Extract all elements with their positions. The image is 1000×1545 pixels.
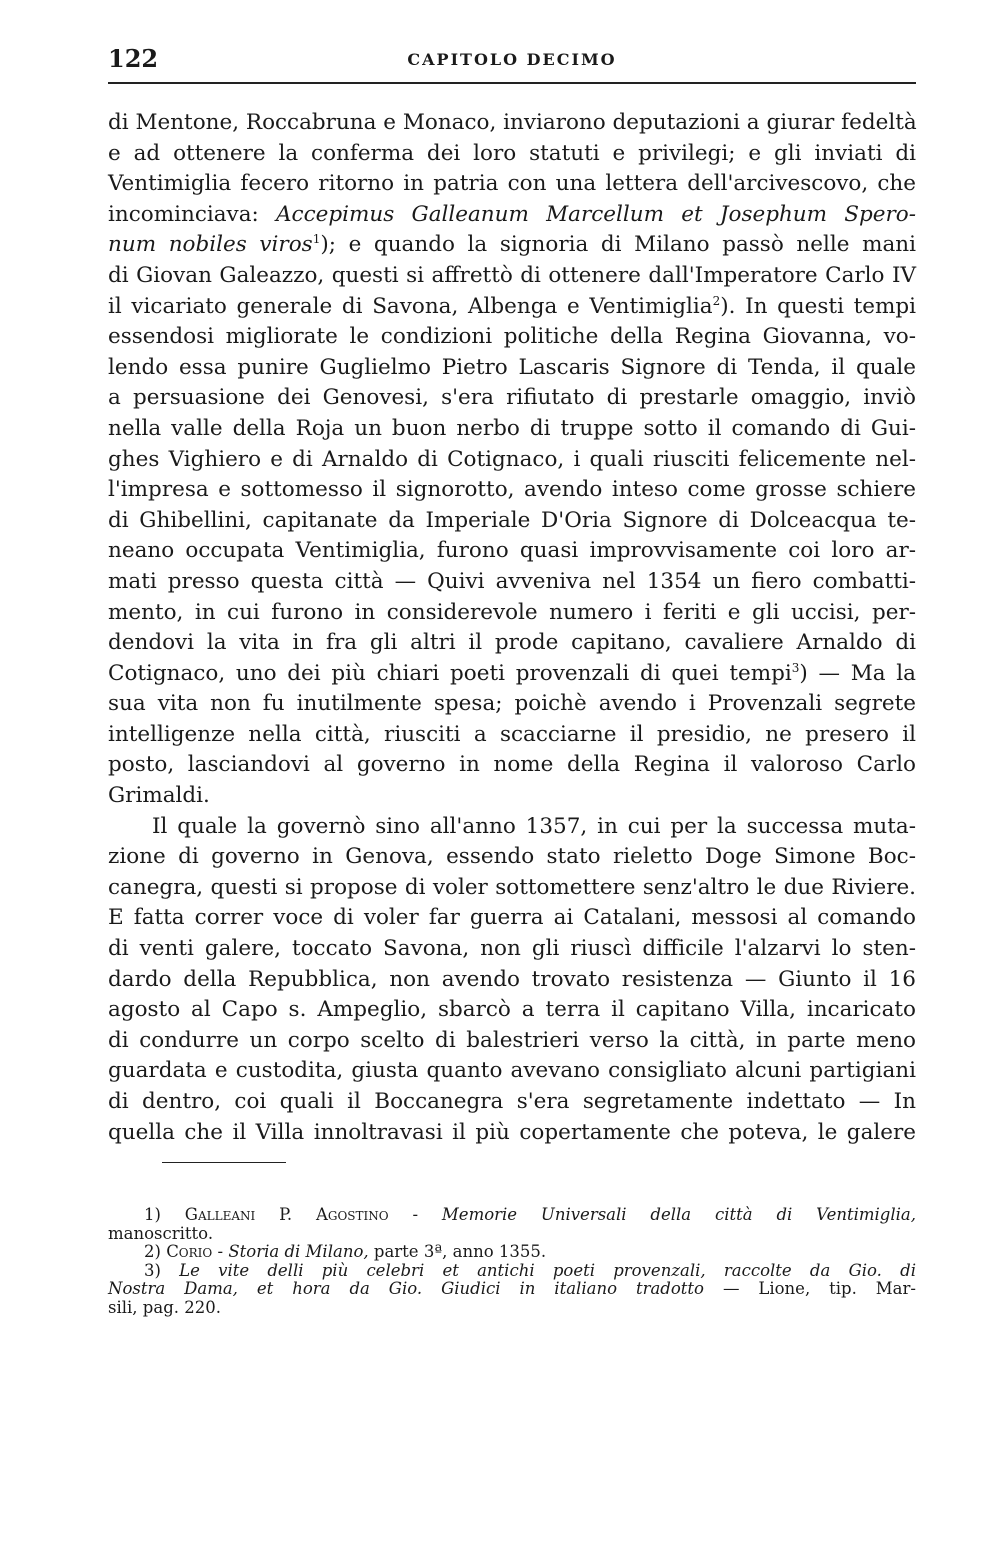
text-segment: 2) bbox=[144, 1242, 167, 1262]
text-line bbox=[108, 995, 916, 1026]
text-line bbox=[108, 475, 916, 506]
text-line bbox=[108, 965, 916, 996]
running-head: CAPITOLO DECIMO bbox=[407, 50, 617, 69]
text-line bbox=[108, 108, 916, 139]
text-line bbox=[108, 1087, 916, 1118]
text-segment: manoscritto. bbox=[108, 1223, 214, 1243]
text-segment: Corio bbox=[166, 1242, 213, 1262]
text-segment: Il quale la governò sino all'anno 1357, in cui per la successa muta- bbox=[152, 813, 916, 839]
text-line bbox=[108, 292, 916, 323]
text-line bbox=[108, 720, 916, 751]
header-rule bbox=[108, 82, 916, 84]
text-line bbox=[108, 781, 916, 812]
footnote-marker: 2 bbox=[712, 293, 721, 308]
text-line bbox=[108, 842, 916, 873]
text-segment: Galleani P. Agostino bbox=[184, 1205, 389, 1224]
text-line bbox=[108, 200, 916, 231]
text-line bbox=[108, 812, 916, 843]
text-line bbox=[108, 1056, 916, 1087]
text-segment: neano occupata Ventimiglia, furono quasi improvvisamente coi loro ar- bbox=[108, 538, 916, 564]
italic-text: Storia di Milano, bbox=[228, 1242, 369, 1262]
text-segment: di Ghibellini, capitanate da Imperiale D'Oria Signore di Dolceacqua te- bbox=[108, 507, 916, 533]
text-segment: lendo essa punire Guglielmo Pietro Lascaris Signore di Tenda, il quale bbox=[108, 354, 916, 380]
text-segment: E fatta correr voce di voler far guerra ai Catalani, messosi al comando bbox=[108, 905, 916, 931]
page-header bbox=[108, 44, 916, 78]
text-segment: Grimaldi. bbox=[108, 783, 210, 809]
text-line bbox=[108, 750, 916, 781]
main-text bbox=[108, 108, 916, 1148]
footnote-line bbox=[108, 1280, 916, 1299]
italic-text: Accepimus Galleanum Marcellum et Josephum Spero- bbox=[276, 201, 916, 227]
text-segment: di Mentone, Roccabruna e Monaco, inviarono deputazioni a giurar fedeltà bbox=[108, 110, 917, 135]
text-line bbox=[108, 873, 916, 904]
footnote-rule bbox=[162, 1162, 286, 1163]
text-segment: sili, pag. 220. bbox=[108, 1297, 221, 1317]
text-line bbox=[108, 1026, 916, 1057]
text-line bbox=[108, 353, 916, 384]
text-segment: - bbox=[388, 1205, 442, 1224]
text-segment: incominciava: bbox=[108, 201, 277, 227]
text-segment: essendosi migliorate le condizioni politiche della Regina Giovanna, vo- bbox=[108, 324, 916, 350]
footnote-line bbox=[108, 1243, 916, 1262]
text-line bbox=[108, 567, 916, 598]
text-segment: il vicariato generale di Savona, Albenga e Ventimiglia bbox=[108, 293, 713, 319]
text-segment: e ad ottenere la conferma dei loro statuti e privilegi; e gli inviati di bbox=[108, 140, 916, 166]
text-segment: ghes Vighiero e di Arnaldo di Cotignaco, i quali riusciti felicemente nel- bbox=[108, 446, 916, 472]
text-line bbox=[108, 322, 916, 353]
text-segment: dardo della Repubblica, non avendo trovato resistenza — Giunto il 16 bbox=[108, 966, 916, 992]
page-number: 122 bbox=[108, 44, 159, 73]
text-line bbox=[108, 689, 916, 720]
footnote-line bbox=[108, 1299, 916, 1318]
italic-text: Nostra Dama, et hora da Gio. Giudici in italiano tradotto bbox=[108, 1279, 704, 1299]
text-segment: mati presso questa città — Quivi avveniva nel 1354 un fiero combatti- bbox=[108, 568, 916, 594]
text-line bbox=[108, 414, 916, 445]
text-segment: di condurre un corpo scelto di balestrieri verso la città, in parte meno bbox=[108, 1027, 916, 1053]
text-segment: zione di governo in Genova, essendo stato rieletto Doge Simone Boc- bbox=[108, 844, 916, 870]
footnotes bbox=[108, 1206, 916, 1318]
text-segment: di venti galere, toccato Savona, non gli riuscì difficile l'alzarvi lo sten- bbox=[108, 936, 916, 962]
italic-text: num nobiles viros bbox=[108, 232, 313, 258]
footnote-line bbox=[108, 1206, 916, 1225]
text-line bbox=[108, 536, 916, 567]
text-line bbox=[108, 139, 916, 170]
text-segment: nella valle della Roja un buon nerbo di truppe sotto il comando di Gui- bbox=[108, 415, 916, 441]
text-segment: di dentro, coi quali il Boccanegra s'era segretamente indettato — In bbox=[108, 1089, 916, 1114]
text-segment: dendovi la vita in fra gli altri il prode capitano, cavaliere Arnaldo di bbox=[108, 630, 916, 656]
text-segment: a persuasione dei Genovesi, s'era rifiutato di prestarle omaggio, inviò bbox=[108, 385, 916, 411]
text-segment: di Giovan Galeazzo, questi si affrettò di ottenere dall'Imperatore Carlo IV bbox=[108, 262, 916, 288]
text-segment: 1) bbox=[144, 1205, 185, 1224]
text-line bbox=[108, 598, 916, 629]
text-segment: ) — Ma la bbox=[799, 660, 916, 686]
footnote-marker: 1 bbox=[312, 232, 321, 247]
footnote-line bbox=[108, 1262, 916, 1281]
footnote-line bbox=[108, 1225, 916, 1244]
text-line bbox=[108, 261, 916, 292]
text-segment: ). In questi tempi bbox=[720, 293, 916, 319]
footnote-marker: 3 bbox=[791, 660, 800, 675]
text-line bbox=[108, 934, 916, 965]
text-segment: agosto al Capo s. Ampeglio, sbarcò a terra il capitano Villa, incaricato bbox=[108, 997, 916, 1023]
text-segment: ); e quando la signoria di Milano passò nelle mani bbox=[320, 232, 917, 258]
text-segment: posto, lasciandovi al governo in nome della Regina il valoroso Carlo bbox=[108, 752, 916, 778]
text-line bbox=[108, 230, 916, 261]
text-line bbox=[108, 1118, 916, 1149]
text-segment: - bbox=[212, 1242, 229, 1262]
text-line bbox=[108, 383, 916, 414]
text-line bbox=[108, 445, 916, 476]
text-segment: Ventimiglia fecero ritorno in patria con una lettera dell'arcivescovo, che bbox=[108, 171, 916, 197]
text-line bbox=[108, 628, 916, 659]
text-segment: 3) bbox=[144, 1260, 180, 1280]
italic-text: Memorie Universali della città di Ventimiglia, bbox=[441, 1205, 916, 1224]
text-segment: mento, in cui furono in considerevole numero i feriti e gli uccisi, per- bbox=[108, 599, 916, 625]
text-segment: Cotignaco, uno dei più chiari poeti provenzali di quei tempi bbox=[108, 660, 792, 686]
text-segment: canegra, questi si propose di voler sottomettere senz'altro le due Riviere. bbox=[108, 874, 916, 900]
text-segment: l'impresa e sottomesso il signorotto, avendo inteso come grosse schiere bbox=[108, 477, 916, 503]
italic-text: Le vite delli più celebri et antichi poeti provenzali, raccolte da Gio. di bbox=[179, 1260, 916, 1280]
text-segment: — Lione, tip. Mar- bbox=[704, 1279, 916, 1299]
text-line bbox=[108, 903, 916, 934]
text-segment: guardata e custodita, giusta quanto avevano consigliato alcuni partigiani bbox=[108, 1058, 916, 1084]
text-segment: quella che il Villa innoltravasi il più copertamente che poteva, le galere bbox=[108, 1119, 916, 1145]
text-segment: parte 3ª, anno 1355. bbox=[368, 1242, 547, 1262]
text-segment: intelligenze nella città, riusciti a scacciarne il presidio, ne presero il bbox=[108, 721, 916, 747]
text-line bbox=[108, 659, 916, 690]
text-line bbox=[108, 506, 916, 537]
text-line bbox=[108, 169, 916, 200]
text-segment: sua vita non fu inutilmente spesa; poichè avendo i Provenzali segrete bbox=[108, 691, 916, 717]
